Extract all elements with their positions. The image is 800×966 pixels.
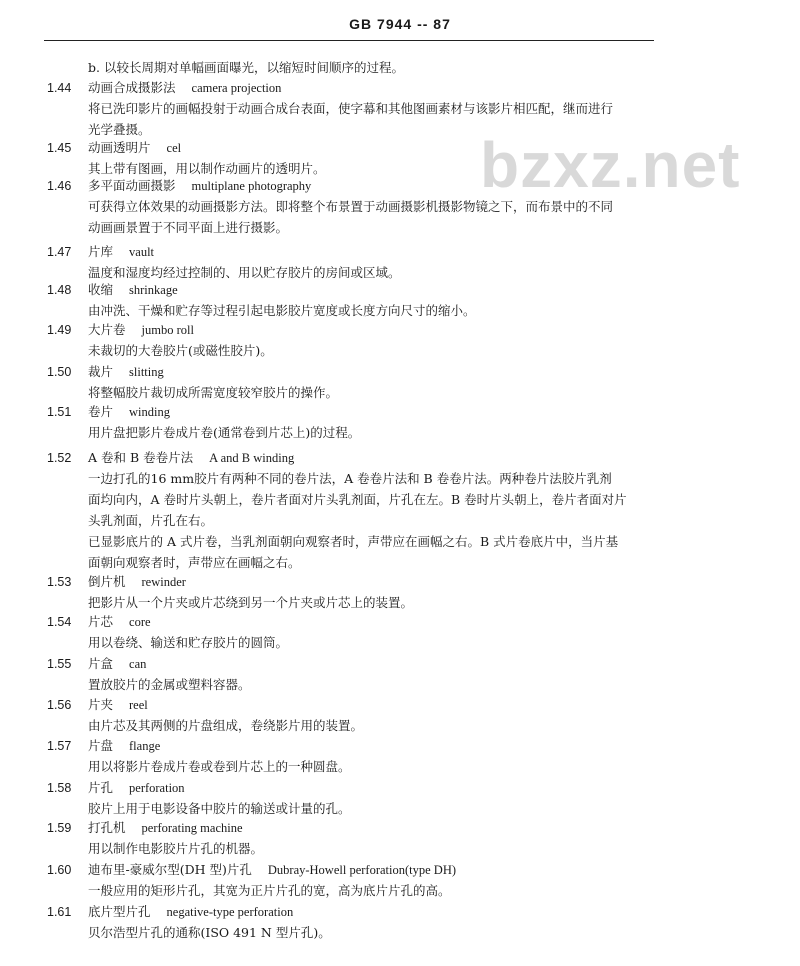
term-english: A and B winding: [209, 451, 295, 465]
term-chinese: 片盘: [88, 738, 114, 753]
definition-line: 胶片上用于电影设备中胶片的输送或计量的孔。: [88, 801, 351, 816]
definition-line: 温度和湿度均经过控制的、用以贮存胶片的房间或区域。: [88, 265, 401, 280]
entry-number: 1.45: [47, 141, 72, 155]
definition-line: 贝尔浩型片孔的通称(ISO 491 N 型片孔)。: [88, 925, 331, 940]
term-chinese: 动画合成摄影法: [88, 80, 176, 95]
term-english: flange: [129, 739, 161, 753]
term-english: vault: [129, 245, 155, 259]
entry-term: [88, 820, 243, 836]
definition-line: 置放胶片的金属或塑料容器。: [88, 677, 251, 692]
watermark: bzxz.net: [480, 129, 741, 201]
definition-line: 已显影底片的 A 式片卷，当乳剂面朝向观察者时，声带应在画幅之右。B 式片卷底片中，当片基: [88, 534, 619, 549]
entry-term: [88, 322, 194, 338]
term-chinese: A 卷和 B 卷卷片法: [88, 450, 194, 465]
term-english: winding: [129, 405, 170, 419]
entry-number: 1.46: [47, 179, 72, 193]
term-chinese: 动画透明片: [88, 140, 151, 155]
entry-number: 1.55: [47, 657, 72, 671]
term-chinese: 片库: [88, 244, 114, 259]
definition-line: 将整幅胶片裁切成所需宽度较窄胶片的操作。: [88, 385, 339, 400]
term-chinese: 片芯: [88, 614, 114, 629]
entry-term: [88, 404, 170, 420]
entry-term: [88, 574, 186, 590]
entry-number: 1.54: [47, 615, 72, 629]
entry-term: [88, 80, 281, 96]
term-english: core: [129, 615, 151, 629]
entry-number: 1.50: [47, 365, 72, 379]
entry-number: 1.60: [47, 863, 72, 877]
definition-line: 面均向内，A 卷时片头朝上，卷片者面对片头乳剂面，片孔在左。B 卷时片头朝上，卷片者面对片: [88, 492, 627, 507]
term-english: jumbo roll: [141, 323, 194, 337]
header-rule: [44, 40, 654, 41]
entry-term: [88, 450, 294, 466]
definition-line: 头乳剂面，片孔在右。: [88, 513, 214, 528]
term-english: negative-type perforation: [166, 905, 294, 919]
entry-term: [88, 282, 178, 298]
definition-line: 由片芯及其两侧的片盘组成，卷绕影片用的装置。: [88, 718, 364, 733]
term-english: camera projection: [191, 81, 282, 95]
entry-term: [88, 862, 456, 878]
term-chinese: 迪布里-豪威尔型(DH 型)片孔: [88, 862, 252, 877]
definition-line: 未裁切的大卷胶片(或磁性胶片)。: [88, 343, 273, 358]
definition-line: 可获得立体效果的动画摄影方法。即将整个布景置于动画摄影机摄影物镜之下，而布景中的不同: [88, 199, 614, 214]
entry-term: [88, 140, 181, 156]
definition-line: 将已洗印影片的画幅投射于动画合成台表面，使字幕和其他图画素材与该影片相匹配，继而进行: [88, 101, 614, 116]
definition-line: 用以将影片卷成片卷或卷到片芯上的一种圆盘。: [88, 759, 351, 774]
definition-line: 用以制作电影胶片片孔的机器。: [88, 841, 264, 856]
term-english: Dubray-Howell perforation(type DH): [267, 863, 457, 877]
definition-line: 动画画景置于不同平面上进行摄影。: [88, 220, 289, 235]
entry-number: 1.48: [47, 283, 72, 297]
entry-term: [88, 178, 311, 194]
definition-line: 用以卷绕、输送和贮存胶片的圆筒。: [88, 635, 289, 650]
term-chinese: 片孔: [88, 780, 114, 795]
entry-term: [88, 780, 185, 796]
entry-term: [88, 697, 148, 713]
entry-number: 1.47: [47, 245, 72, 259]
term-english: multiplane photography: [191, 179, 312, 193]
entry-number: 1.51: [47, 405, 72, 419]
definition-line: 一般应用的矩形片孔，其宽为正片片孔的宽，高为底片片孔的高。: [88, 883, 451, 898]
definition-line: 把影片从一个片夹或片芯绕到另一个片夹或片芯上的装置。: [88, 595, 414, 610]
entry-term: [88, 738, 160, 754]
term-english: reel: [129, 698, 148, 712]
term-english: slitting: [129, 365, 164, 379]
entry-number: 1.57: [47, 739, 72, 753]
entry-term: [88, 656, 146, 672]
term-english: perforation: [129, 781, 185, 795]
term-chinese: 裁片: [88, 364, 114, 379]
entry-number: 1.53: [47, 575, 72, 589]
term-english: shrinkage: [129, 283, 178, 297]
definition-line: 由冲洗、干燥和贮存等过程引起电影胶片宽度或长度方向尺寸的缩小。: [88, 303, 476, 318]
definition-line: 一边打孔的16 mm胶片有两种不同的卷片法，A 卷卷片法和 B 卷卷片法。两种卷片法胶片乳剂: [88, 471, 612, 486]
definition-line: 其上带有图画，用以制作动画片的透明片。: [88, 161, 326, 176]
entry-number: 1.56: [47, 698, 72, 712]
intro-line: b. 以较长周期对单幅画面曝光，以缩短时间顺序的过程。: [88, 60, 404, 75]
entry-number: 1.59: [47, 821, 72, 835]
term-chinese: 倒片机: [88, 574, 126, 589]
entry-number: 1.58: [47, 781, 72, 795]
term-english: cel: [166, 141, 182, 155]
term-chinese: 卷片: [88, 404, 114, 419]
term-chinese: 多平面动画摄影: [88, 178, 176, 193]
term-english: perforating machine: [141, 821, 243, 835]
entry-number: 1.49: [47, 323, 72, 337]
term-chinese: 底片型片孔: [88, 904, 151, 919]
term-english: rewinder: [141, 575, 186, 589]
definition-line: 面朝向观察者时，声带应在画幅之右。: [88, 555, 301, 570]
standard-code: GB 7944 -- 87: [349, 16, 451, 32]
definition-line: 光学叠摄。: [88, 122, 151, 137]
term-chinese: 收缩: [88, 282, 114, 297]
term-chinese: 打孔机: [88, 820, 126, 835]
term-chinese: 片盒: [88, 656, 114, 671]
term-chinese: 片夹: [88, 697, 114, 712]
definition-line: 用片盘把影片卷成片卷(通常卷到片芯上)的过程。: [88, 425, 361, 440]
entry-number: 1.52: [47, 451, 72, 465]
entry-number: 1.61: [47, 905, 72, 919]
entry-term: [88, 364, 164, 380]
entry-number: 1.44: [47, 81, 72, 95]
entry-term: [88, 904, 293, 920]
entry-term: [88, 244, 154, 260]
term-english: can: [129, 657, 147, 671]
entry-term: [88, 614, 151, 630]
term-chinese: 大片卷: [88, 322, 126, 337]
